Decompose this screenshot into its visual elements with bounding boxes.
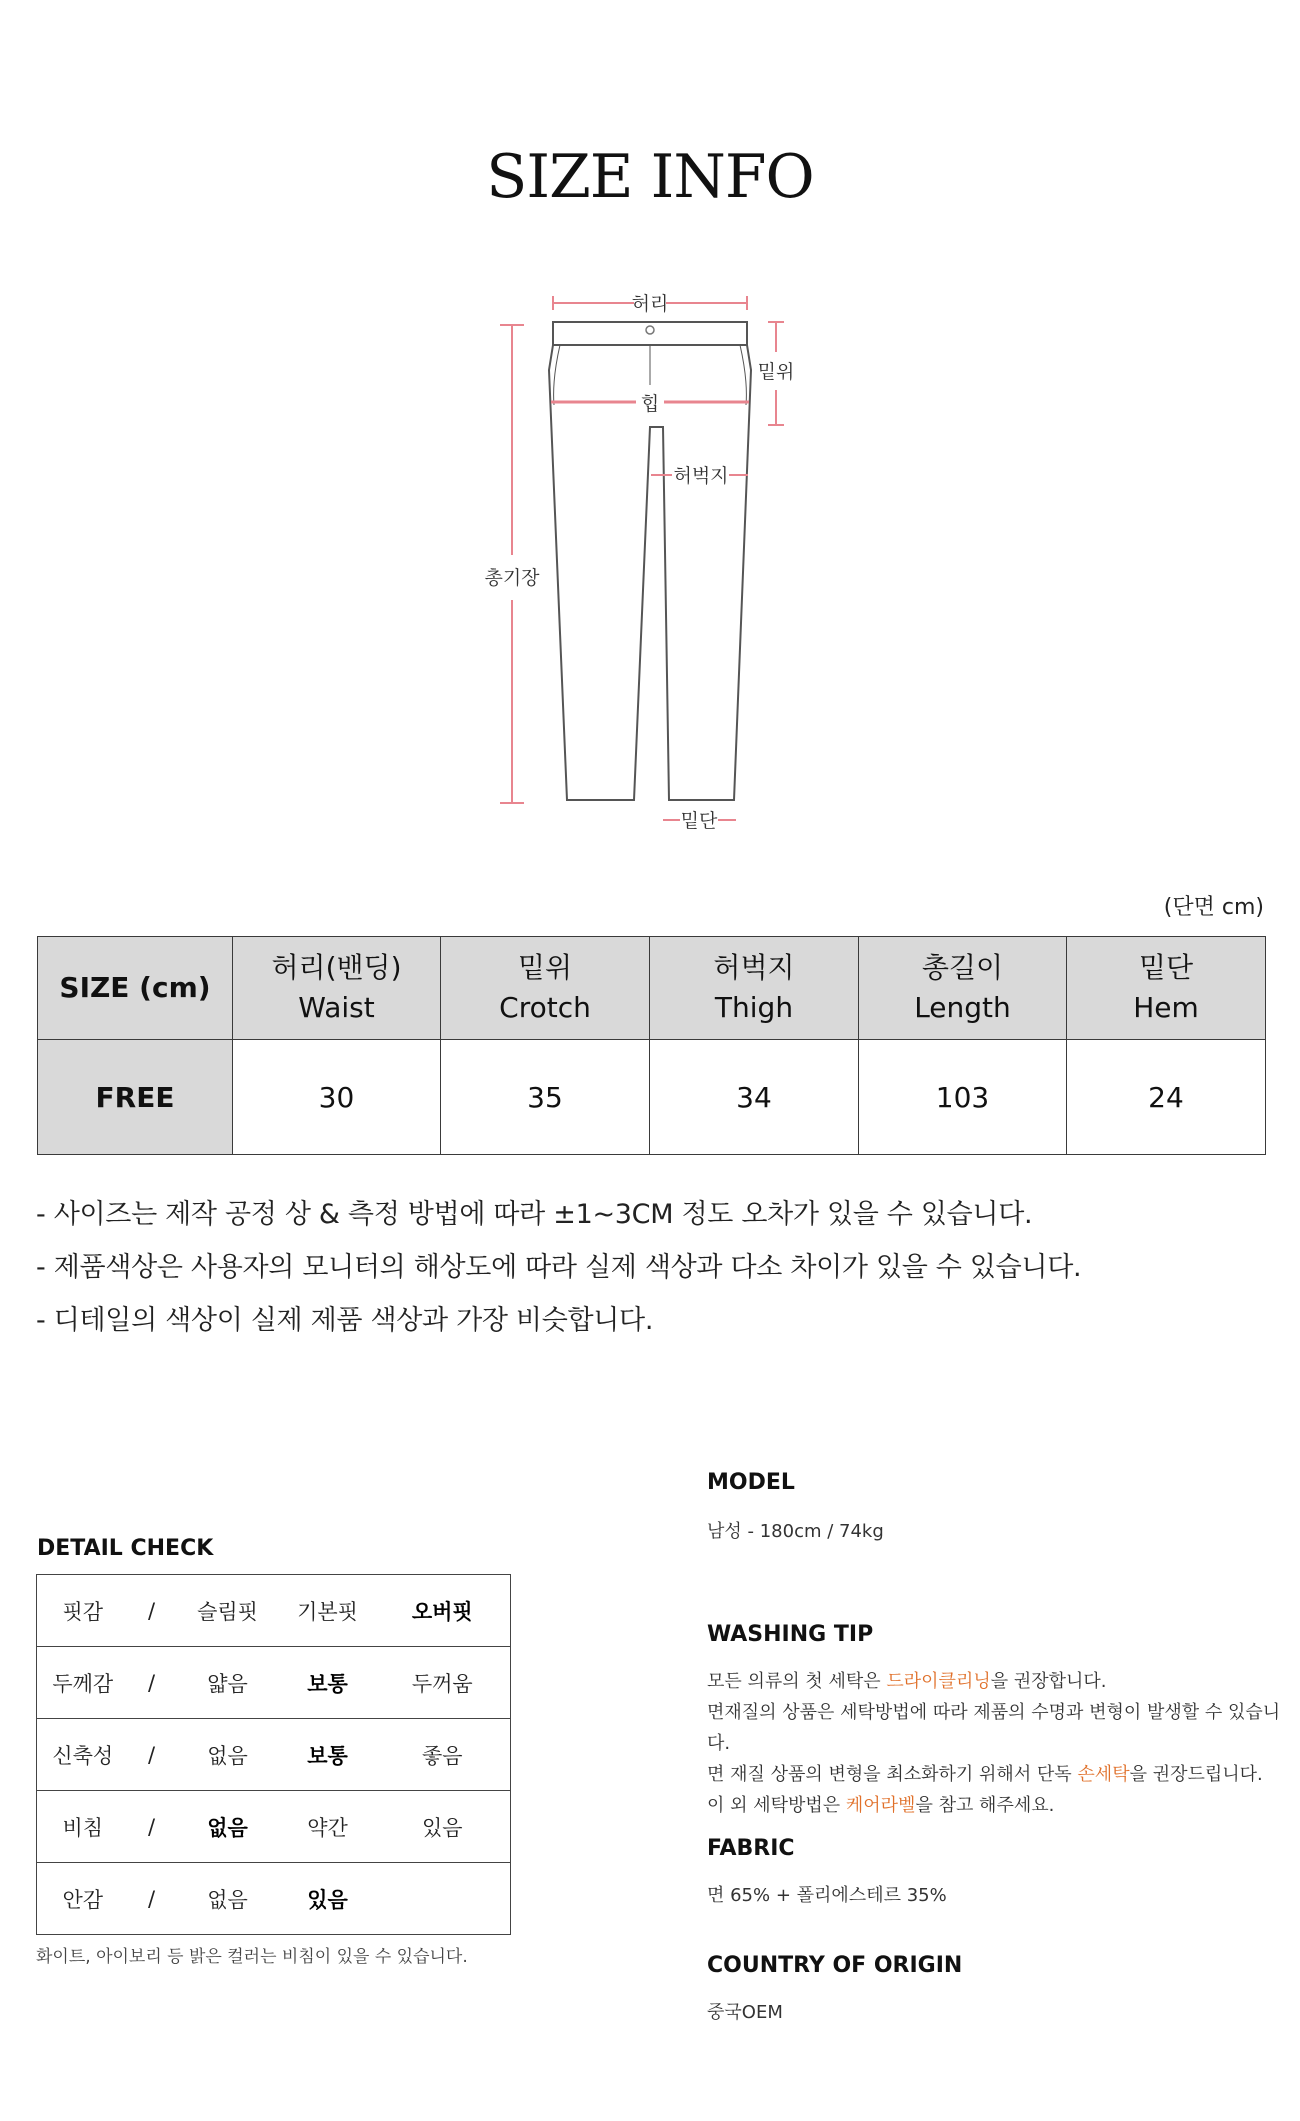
hip-label: 힙 <box>640 393 660 415</box>
detail-label: 안감 <box>37 1863 129 1935</box>
text-span: 면 재질 상품의 변형을 최소화하기 위해서 단독 <box>707 1764 1078 1785</box>
button-icon <box>646 326 654 334</box>
text-span: 을 권장합니다. <box>990 1671 1107 1692</box>
detail-label: 비침 <box>37 1791 129 1863</box>
hem-label: 밑단 <box>680 810 718 832</box>
column-header-en: Hem <box>1133 991 1199 1024</box>
detail-option <box>375 1863 511 1935</box>
fabric-text: 면 65% + 폴리에스테르 35% <box>707 1885 947 1906</box>
detail-option: 없음 <box>175 1863 281 1935</box>
size-notes <box>36 1188 1081 1347</box>
highlight-text: 드라이클리닝 <box>886 1671 991 1692</box>
length-label: 총기장 <box>484 567 540 589</box>
washing-tip-heading: WASHING TIP <box>707 1622 874 1647</box>
detail-option-selected: 보통 <box>281 1719 375 1791</box>
detail-row-stretch <box>37 1719 511 1791</box>
hem-value-cell: 24 <box>1067 1040 1266 1155</box>
column-header-en: Crotch <box>499 991 591 1024</box>
detail-option: 기본핏 <box>281 1575 375 1647</box>
origin-text: 중국OEM <box>707 2002 783 2023</box>
model-text: 남성 - 180cm / 74kg <box>707 1521 884 1542</box>
detail-row-thickness <box>37 1647 511 1719</box>
size-name-cell: FREE <box>38 1040 233 1155</box>
detail-option: 두꺼움 <box>375 1647 511 1719</box>
detail-separator: / <box>129 1575 175 1647</box>
detail-option-selected: 있음 <box>281 1863 375 1935</box>
detail-row-sheerness <box>37 1791 511 1863</box>
detail-option-selected: 보통 <box>281 1647 375 1719</box>
size-table <box>37 936 1266 1155</box>
length-value-cell: 103 <box>859 1040 1067 1155</box>
detail-option: 얇음 <box>175 1647 281 1719</box>
detail-label: 신축성 <box>37 1719 129 1791</box>
table-row <box>38 1040 1266 1155</box>
detail-option: 없음 <box>175 1719 281 1791</box>
note-item: - 사이즈는 제작 공정 상 & 측정 방법에 따라 ±1~3CM 정도 오차가 있을 수 있습니다. <box>36 1199 1033 1230</box>
text-span: 이 외 세탁방법은 <box>707 1795 846 1816</box>
washing-tip-text <box>707 1666 1300 1821</box>
detail-option: 슬림핏 <box>175 1575 281 1647</box>
size-table-corner: SIZE (cm) <box>38 937 233 1040</box>
column-header-en: Waist <box>298 991 375 1024</box>
text-span: 모든 의류의 첫 세탁은 <box>707 1671 887 1692</box>
detail-row-fit <box>37 1575 511 1647</box>
origin-heading: COUNTRY OF ORIGIN <box>707 1953 963 1978</box>
thigh-label: 허벅지 <box>673 465 729 487</box>
text-span: 을 참고 해주세요. <box>915 1795 1055 1816</box>
note-item: - 제품색상은 사용자의 모니터의 해상도에 따라 실제 색상과 다소 차이가 있을 수 있습니다. <box>36 1252 1082 1283</box>
column-header-length <box>859 937 1067 1040</box>
detail-separator: / <box>129 1863 175 1935</box>
detail-separator: / <box>129 1719 175 1791</box>
detail-option-selected: 없음 <box>175 1791 281 1863</box>
washing-tip-line <box>707 1790 1300 1821</box>
column-header-en: Length <box>914 991 1011 1024</box>
detail-check-heading: DETAIL CHECK <box>37 1536 214 1561</box>
size-table-header-row <box>38 937 1266 1040</box>
column-header-thigh <box>650 937 859 1040</box>
highlight-text: 손세탁 <box>1077 1764 1130 1785</box>
model-heading: MODEL <box>707 1470 795 1495</box>
detail-separator: / <box>129 1791 175 1863</box>
detail-check-table <box>36 1574 511 1935</box>
fabric-heading: FABRIC <box>707 1836 795 1861</box>
waist-value-cell: 30 <box>233 1040 441 1155</box>
highlight-text: 케어라벨 <box>845 1795 916 1816</box>
detail-option: 약간 <box>281 1791 375 1863</box>
column-header-waist <box>233 937 441 1040</box>
column-header-ko: 허벅지 <box>713 951 795 984</box>
washing-tip-line <box>707 1759 1300 1790</box>
washing-tip-line <box>707 1666 1300 1697</box>
waist-label: 허리 <box>631 293 669 315</box>
crotch-label: 밑위 <box>757 361 795 383</box>
detail-label: 두께감 <box>37 1647 129 1719</box>
thigh-value-cell: 34 <box>650 1040 859 1155</box>
detail-separator: / <box>129 1647 175 1719</box>
detail-row-lining <box>37 1863 511 1935</box>
detail-option: 좋음 <box>375 1719 511 1791</box>
column-header-hem <box>1067 937 1266 1040</box>
detail-option-selected: 오버핏 <box>375 1575 511 1647</box>
detail-label: 핏감 <box>37 1575 129 1647</box>
column-header-ko: 총길이 <box>921 951 1004 984</box>
unit-label: (단면 cm) <box>1163 895 1264 920</box>
page-title: SIZE INFO <box>486 142 814 212</box>
column-header-ko: 밑위 <box>517 951 573 984</box>
detail-option: 있음 <box>375 1791 511 1863</box>
pants-measurement-diagram <box>0 0 1300 880</box>
column-header-ko: 허리(밴딩) <box>271 951 402 984</box>
washing-tip-line: 면재질의 상품은 세탁방법에 따라 제품의 수명과 변형이 발생할 수 있습니다. <box>707 1702 1281 1754</box>
detail-check-note: 화이트, 아이보리 등 밝은 컬러는 비침이 있을 수 있습니다. <box>36 1947 468 1967</box>
crotch-value-cell: 35 <box>441 1040 650 1155</box>
column-header-crotch <box>441 937 650 1040</box>
note-item: - 디테일의 색상이 실제 제품 색상과 가장 비슷합니다. <box>36 1305 654 1336</box>
column-header-en: Thigh <box>714 991 794 1024</box>
column-header-ko: 밑단 <box>1138 951 1194 984</box>
text-span: 을 권장드립니다. <box>1129 1764 1263 1785</box>
